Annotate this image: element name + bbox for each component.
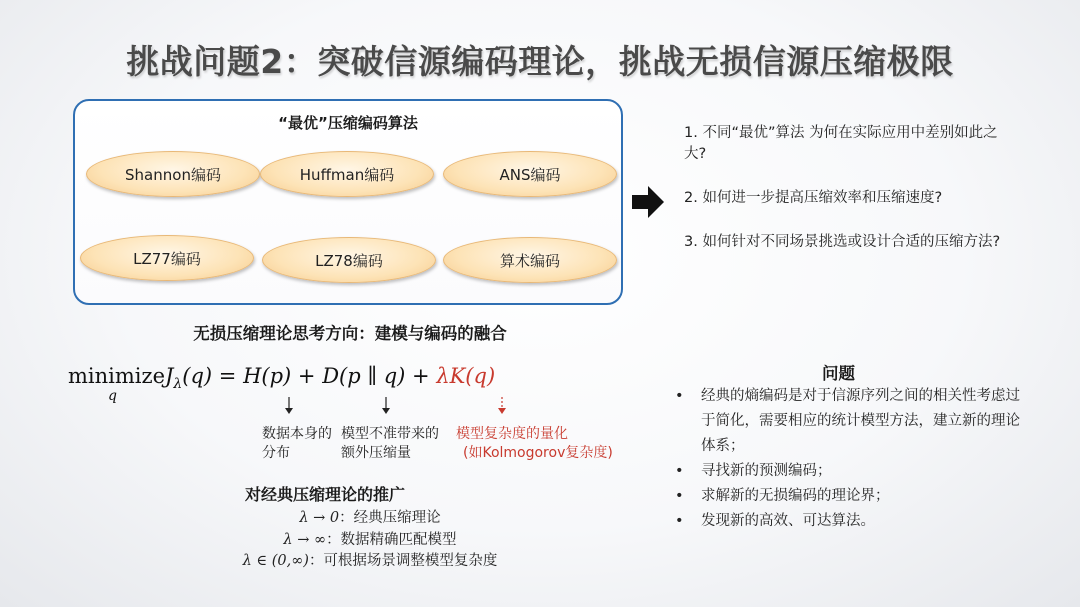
formula-arg: (q) = [182, 364, 244, 388]
question-1: 1. 不同“最优”算法 为何在实际应用中差别如此之大? [684, 125, 998, 162]
down-arrow-icon [497, 397, 507, 419]
generalization-math: λ → 0 [299, 510, 340, 526]
generalization-math: λ ∈ (0,∞) [242, 553, 309, 569]
algorithm-pill-huffman: Huffman编码 [260, 151, 434, 197]
question-2: 2. 如何进一步提高压缩效率和压缩速度? [684, 190, 943, 206]
formula-entropy-term: H(p) [243, 364, 292, 388]
algorithm-pill-shannon: Shannon编码 [86, 151, 260, 197]
note-model-cost: 模型不准带来的额外压缩量 [341, 426, 439, 461]
generalization-heading: 对经典压缩理论的推广 [244, 485, 405, 504]
problems-title: 问题 [822, 364, 855, 383]
formula-plus-2: + [405, 364, 437, 388]
down-arrow-icon [381, 397, 391, 419]
generalization-row [0, 528, 740, 549]
note-complexity: 模型复杂度的量化 [456, 426, 568, 442]
formula-minimize-subscript: q [108, 388, 117, 404]
generalization-row [0, 549, 740, 570]
problems-list [673, 384, 1033, 534]
question-3: 3. 如何针对不同场景挑选或设计合适的压缩方法? [684, 234, 1001, 250]
bullet-icon: • [675, 463, 684, 479]
bullet-icon: • [675, 513, 684, 529]
algorithm-pill-lz77: LZ77编码 [80, 235, 254, 281]
algorithm-pill-arithmetic: 算术编码 [443, 237, 617, 283]
right-arrow-icon [632, 186, 664, 222]
objective-formula [68, 364, 496, 404]
problem-text: 求解新的无损编码的理论界； [701, 488, 890, 504]
bullet-icon: • [675, 488, 684, 504]
down-arrow-icon [284, 397, 294, 419]
formula-minimize: minimize [68, 364, 165, 388]
note-complexity-example: (如Kolmogorov复杂度) [463, 445, 613, 461]
formula-lambda-subscript: λ [173, 376, 183, 393]
algorithm-pill-ans: ANS编码 [443, 151, 617, 197]
generalization-text: ：数据精确匹配模型 [326, 532, 457, 548]
algorithms-heading: “最优”压缩编码算法 [278, 114, 418, 132]
slide-title: 挑战问题2：突破信源编码理论，挑战无损信源压缩极限 [126, 42, 954, 81]
generalization-text: ：可根据场景调整模型复杂度 [308, 553, 498, 569]
formula-plus-1: + [291, 364, 323, 388]
problem-text: 发现新的高效、可达算法。 [701, 513, 875, 529]
algorithm-pill-lz78: LZ78编码 [262, 237, 436, 283]
formula-divergence-term: D(p ∥ q) [322, 364, 406, 388]
list-item [673, 459, 1033, 484]
generalization-math: λ → ∞ [283, 532, 327, 548]
list-item [673, 384, 1033, 459]
list-item [673, 484, 1033, 509]
note-data-distribution: 数据本身的分布 [262, 426, 332, 461]
problem-text: 经典的熵编码是对于信源序列之间的相关性考虑过于简化，需要相应的统计模型方法，建立新的理论体系； [701, 388, 1020, 454]
generalization-row [0, 506, 740, 527]
list-item [673, 509, 1033, 534]
formula-j: J [165, 364, 174, 388]
direction-heading: 无损压缩理论思考方向：建模与编码的融合 [193, 324, 507, 343]
problem-text: 寻找新的预测编码； [701, 463, 832, 479]
bullet-icon: • [675, 388, 684, 404]
formula-complexity-term: λK(q) [436, 364, 496, 388]
generalization-text: ：经典压缩理论 [339, 510, 441, 526]
